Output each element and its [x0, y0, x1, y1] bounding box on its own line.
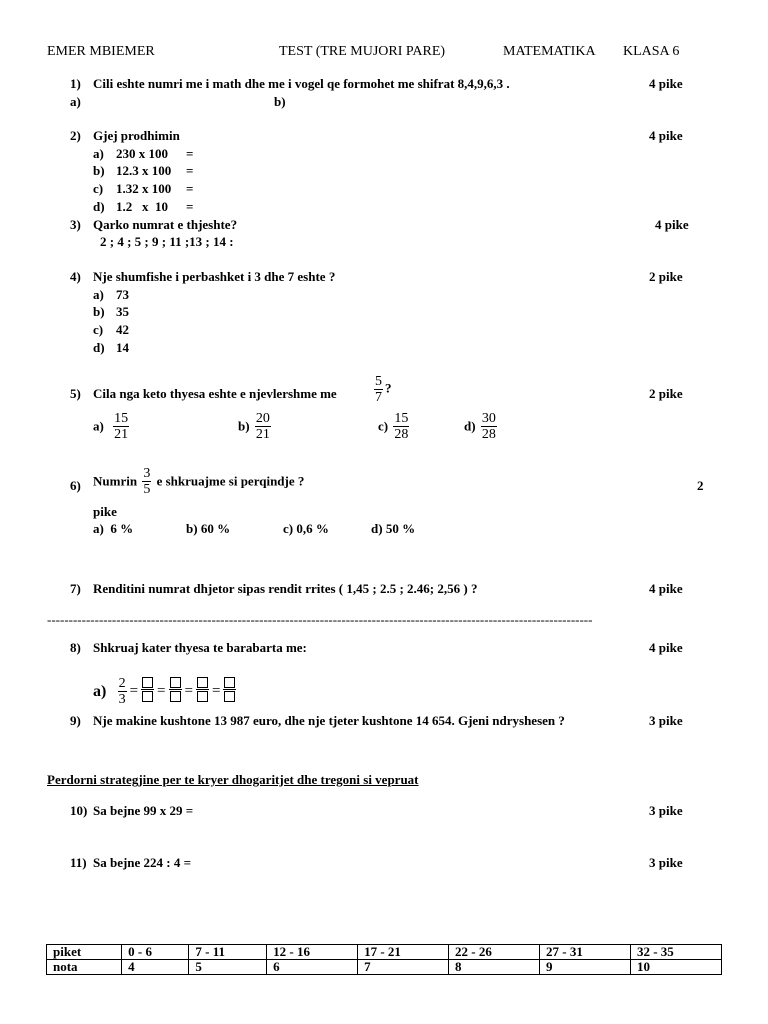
q6-option: [186, 521, 230, 537]
q6-frac-num: 3: [143, 466, 151, 481]
table-cell: 8: [449, 960, 540, 975]
empty-fraction-box[interactable]: [223, 676, 236, 707]
q2-item-eq: =: [186, 199, 194, 214]
q2-item-eq: =: [186, 163, 194, 178]
q5-option-den: 21: [255, 427, 270, 442]
q5-option-letter: d): [464, 418, 476, 434]
q4-text: Nje shumfishe i perbashket i 3 dhe 7 eshte ?: [93, 269, 336, 284]
q4-points: 2 pike: [649, 269, 683, 284]
dashed-divider: ------------------------------------------------------------------------------------------------------------------------------: [47, 612, 593, 627]
q5-option: [378, 411, 411, 442]
table-cell: 4: [122, 960, 189, 975]
table-cell: 7: [358, 960, 449, 975]
table-cell: 12 - 16: [267, 945, 358, 960]
q5-option-den: 21: [114, 427, 129, 442]
q4-number: 4): [70, 269, 81, 284]
q6-number: 6): [70, 478, 81, 493]
q5-fraction: [372, 374, 392, 405]
q2-points: 4 pike: [649, 128, 683, 143]
equals-sign: =: [157, 683, 166, 699]
q5-frac-den: 7: [375, 390, 382, 405]
q2-item-letter: d): [93, 199, 105, 214]
q5-number: 5): [70, 386, 81, 401]
q7-text: Renditini numrat dhjetor sipas rendit rrites ( 1,45 ; 2.5 ; 2.46; 2,56 ) ?: [93, 581, 478, 596]
q5-option-num: 30: [481, 411, 496, 426]
q2-item-eq: =: [186, 146, 194, 161]
equals-sign: =: [129, 683, 139, 699]
q5-option-den: 28: [394, 427, 409, 442]
q5-option-num: 15: [114, 411, 129, 426]
table-row: [47, 945, 722, 960]
q6-frac-den: 5: [143, 482, 151, 497]
q5-question-mark: ?: [385, 380, 392, 396]
equals-sign: =: [211, 683, 221, 699]
q5-option: [93, 411, 131, 442]
q4-option-value: 14: [116, 340, 129, 355]
q2-number: 2): [70, 128, 81, 143]
q6-points-number: 2: [697, 478, 704, 493]
q2-item-expr: 230 x 100: [116, 146, 168, 161]
grading-table: [46, 944, 722, 975]
q1-answer-b: b): [274, 94, 286, 109]
table-cell: 5: [189, 960, 267, 975]
q2-item-expr: 1.2 x 10: [116, 199, 168, 214]
header-subject: MATEMATIKA: [503, 44, 596, 59]
q6-text-post: e shkruajme si perqindje ?: [156, 473, 305, 489]
q2-item-eq: =: [186, 181, 194, 196]
q5-option-letter: a): [93, 418, 104, 434]
empty-fraction-box[interactable]: [196, 676, 209, 707]
q5-points: 2 pike: [649, 386, 683, 401]
q2-item-expr: 12.3 x 100: [116, 163, 172, 178]
table-cell: 27 - 31: [540, 945, 631, 960]
q8-answer-label: a): [93, 682, 107, 700]
q6-option: [93, 521, 133, 537]
q6-option-value: 60 %: [200, 521, 231, 536]
q2-item-letter: c): [93, 181, 104, 196]
q5-text: Cila nga keto thyesa eshte e njevlershme me: [93, 386, 337, 401]
table-cell: piket: [47, 945, 122, 960]
strategy-heading: Perdorni strategjine per te kryer dhogaritjet dhe tregoni si vepruat: [47, 772, 419, 787]
q9-number: 9): [70, 713, 81, 728]
q6-option-value: 50 %: [385, 521, 416, 536]
q6-option: [371, 521, 415, 537]
q10-points: 3 pike: [649, 803, 683, 818]
q5-option-letter: c): [378, 418, 389, 434]
table-cell: nota: [47, 960, 122, 975]
header-name: EMER MBIEMER: [47, 44, 155, 59]
q2-text: Gjej prodhimin: [93, 128, 180, 143]
table-cell: 32 - 35: [630, 945, 721, 960]
q4-option-letter: a): [93, 287, 104, 302]
q5-option-num: 15: [394, 411, 409, 426]
q6-option-value: 6 %: [110, 521, 134, 536]
q5-option-letter: b): [238, 418, 250, 434]
q1-points: 4 pike: [649, 76, 683, 91]
table-cell: 0 - 6: [122, 945, 189, 960]
header-test: TEST (TRE MUJORI PARE): [279, 44, 446, 59]
q11-text: Sa bejne 224 : 4 =: [93, 855, 192, 870]
q4-option-letter: b): [93, 304, 105, 319]
q1-answer-a: a): [70, 94, 81, 109]
empty-fraction-box[interactable]: [141, 676, 154, 707]
q6-question: [93, 466, 304, 497]
q11-points: 3 pike: [649, 855, 683, 870]
table-cell: 10: [630, 960, 721, 975]
table-cell: 9: [540, 960, 631, 975]
q9-points: 3 pike: [649, 713, 683, 728]
q6-points-word: pike: [93, 504, 117, 519]
q4-option-value: 73: [116, 287, 129, 302]
q6-option-letter: b): [186, 521, 198, 536]
q6-text-pre: Numrin: [93, 473, 138, 489]
q1-number: 1): [70, 76, 81, 91]
q2-item-expr: 1.32 x 100: [116, 181, 172, 196]
q5-option-num: 20: [255, 411, 270, 426]
q5-option: [238, 411, 273, 442]
empty-fraction-box[interactable]: [169, 676, 182, 707]
q8-equation: [93, 676, 238, 707]
q10-text: Sa bejne 99 x 29 =: [93, 803, 194, 818]
q9-text: Nje makine kushtone 13 987 euro, dhe nje tjeter kushtone 14 654. Gjeni ndryshesen ?: [93, 713, 565, 728]
q6-option-value: 0,6 %: [296, 521, 329, 536]
q3-points: 4 pike: [655, 217, 689, 232]
q1-text: Cili eshte numri me i math dhe me i vogel qe formohet me shifrat 8,4,9,6,3 .: [93, 76, 510, 91]
q8-number: 8): [70, 640, 81, 655]
q4-option-letter: d): [93, 340, 105, 355]
q3-number-list: 2 ; 4 ; 5 ; 9 ; 11 ;13 ; 14 :: [100, 234, 234, 249]
q7-number: 7): [70, 581, 81, 596]
q6-option-letter: d): [371, 521, 383, 536]
q2-item-letter: b): [93, 163, 105, 178]
q8-text: Shkruaj kater thyesa te barabarta me:: [93, 640, 307, 655]
header-class: KLASA 6: [623, 44, 680, 59]
q8-points: 4 pike: [649, 640, 683, 655]
q10-number: 10): [70, 803, 88, 818]
q3-text: Qarko numrat e thjeshte?: [93, 217, 238, 232]
q5-option: [464, 411, 499, 442]
q3-number: 3): [70, 217, 81, 232]
q6-option: [283, 521, 329, 537]
q8-frac-num: 2: [118, 676, 126, 691]
table-cell: 17 - 21: [358, 945, 449, 960]
q11-number: 11): [70, 855, 87, 870]
q8-frac-den: 3: [118, 692, 126, 707]
equals-sign: =: [184, 683, 193, 699]
table-row: [47, 960, 722, 975]
q4-option-letter: c): [93, 322, 104, 337]
q6-option-letter: a): [93, 521, 104, 536]
q7-points: 4 pike: [649, 581, 683, 596]
q5-option-den: 28: [481, 427, 496, 442]
q5-frac-num: 5: [375, 374, 382, 389]
table-cell: 6: [267, 960, 358, 975]
table-cell: 7 - 11: [189, 945, 267, 960]
table-cell: 22 - 26: [449, 945, 540, 960]
q6-option-letter: c): [283, 521, 294, 536]
q4-option-value: 42: [116, 322, 129, 337]
q2-item-letter: a): [93, 146, 104, 161]
q4-option-value: 35: [116, 304, 129, 319]
